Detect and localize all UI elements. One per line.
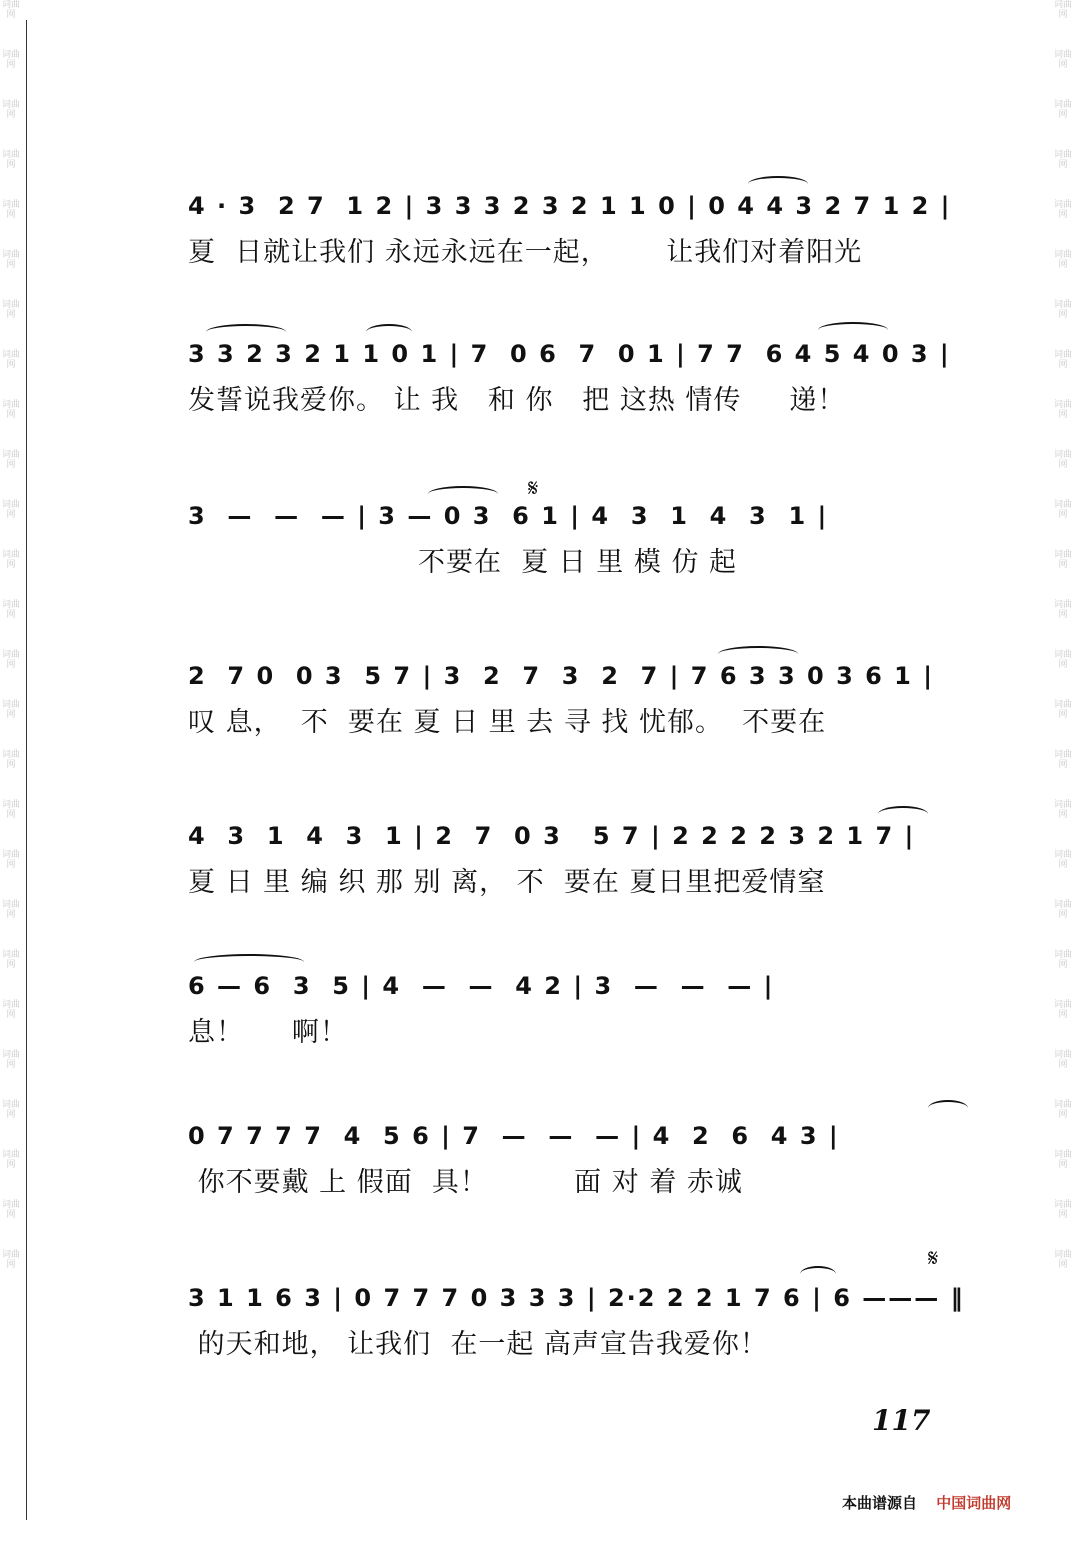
slur — [428, 486, 498, 502]
watermark-text: 词曲网 — [1054, 950, 1072, 970]
score-system-4 — [188, 640, 968, 740]
jianpu-notes: 0 7 7 7 7 4 5 6 | 7 — — — | 4 2 6 4 3 | — [188, 1122, 840, 1150]
watermark-text: 词曲网 — [1054, 700, 1072, 720]
score-system-5 — [188, 800, 968, 900]
watermark-text: 词曲网 — [1054, 800, 1072, 820]
watermark-text: 词曲网 — [2, 50, 20, 70]
jianpu-notes: 6 — 6 3 5 | 4 — — 4 2 | 3 — — — | — [188, 972, 775, 1000]
lyric-row: 叹 息， 不 要在 夏 日 里 去 寻 找 忧郁。 不要在 — [188, 707, 827, 738]
watermark-text: 词曲网 — [1054, 300, 1072, 320]
watermark-text: 词曲网 — [2, 650, 20, 670]
lyric-row: 不要在 夏 日 里 模 仿 起 — [188, 547, 738, 578]
slur — [366, 324, 412, 340]
slur — [206, 324, 286, 340]
lyric-row: 夏 日 里 编 织 那 别 离， 不 要在 夏日里把爱情窒 — [188, 867, 826, 898]
source-site: 中国词曲网 — [936, 1494, 1012, 1512]
slur — [928, 1100, 968, 1116]
watermark-text: 词曲网 — [1054, 850, 1072, 870]
watermark-text: 词曲网 — [2, 1200, 20, 1220]
score-system-8 — [188, 1244, 968, 1362]
notation-row — [188, 950, 968, 1010]
jianpu-notes: 4 · 3 2 7 1 2 | 3 3 3 2 3 2 1 1 0 | 0 4 4 3 2 7 1 2 | — [188, 192, 952, 220]
notation-row — [188, 170, 968, 230]
slur — [818, 322, 888, 338]
notation-row — [188, 800, 968, 860]
watermark-text: 词曲网 — [1054, 1050, 1072, 1070]
slur — [878, 806, 928, 822]
watermark-text: 词曲网 — [2, 1050, 20, 1070]
source-label: 本曲谱源自 — [842, 1494, 918, 1512]
watermark-text: 词曲网 — [2, 450, 20, 470]
watermark-text: 词曲网 — [2, 750, 20, 770]
score-system-3 — [188, 474, 968, 580]
jianpu-notes: 4 3 1 4 3 1 | 2 7 0 3 5 7 | 2 2 2 2 3 2 1 7 | — [188, 822, 916, 850]
score-system-1 — [188, 170, 968, 270]
watermark-text: 词曲网 — [2, 1250, 20, 1270]
watermark-text: 词曲网 — [2, 300, 20, 320]
watermark-text: 词曲网 — [2, 150, 20, 170]
left-watermark-strip — [2, 0, 20, 1541]
watermark-text: 词曲网 — [1054, 1100, 1072, 1120]
jianpu-notes: 3 — — — | 3 — 0 3 6 1 | 4 3 1 4 3 1 | — [188, 502, 829, 530]
jianpu-notes: 2 7 0 0 3 5 7 | 3 2 7 3 2 7 | 7 6 3 3 0 3 6 1 | — [188, 662, 934, 690]
lyric-row: 夏 日就让我们 永远永远在一起， 让我们对着阳光 — [188, 237, 863, 268]
slur — [718, 646, 798, 662]
right-watermark-strip — [1054, 0, 1072, 1541]
watermark-text: 词曲网 — [2, 900, 20, 920]
notation-row — [188, 318, 968, 378]
segno-sign: 𝄋 — [928, 1244, 939, 1272]
watermark-text: 词曲网 — [2, 600, 20, 620]
watermark-text: 词曲网 — [1054, 400, 1072, 420]
watermark-text: 词曲网 — [2, 850, 20, 870]
jianpu-notes: 3 1 1 6 3 | 0 7 7 7 0 3 3 3 | 2·2 2 2 1 7 6 | 6 ——— ‖ — [188, 1284, 965, 1312]
watermark-text: 词曲网 — [1054, 1000, 1072, 1020]
jianpu-notes: 3 3 2 3 2 1 1 0 1 | 7 0 6 7 0 1 | 7 7 6 4 5 4 0 3 | — [188, 340, 951, 368]
page-margin-rule — [26, 20, 27, 1520]
slur — [800, 1266, 836, 1282]
watermark-text: 词曲网 — [1054, 1250, 1072, 1270]
watermark-text: 词曲网 — [1054, 1200, 1072, 1220]
watermark-text: 词曲网 — [2, 1100, 20, 1120]
watermark-text: 词曲网 — [2, 950, 20, 970]
watermark-text: 词曲网 — [2, 800, 20, 820]
watermark-text: 词曲网 — [1054, 50, 1072, 70]
source-credit — [842, 1492, 1011, 1513]
watermark-text: 词曲网 — [2, 350, 20, 370]
watermark-text: 词曲网 — [1054, 600, 1072, 620]
notation-row — [188, 1244, 968, 1322]
watermark-text: 词曲网 — [1054, 150, 1072, 170]
score-system-6 — [188, 950, 968, 1050]
watermark-text: 词曲网 — [2, 400, 20, 420]
page-number: 117 — [872, 1404, 931, 1437]
watermark-text: 词曲网 — [2, 500, 20, 520]
watermark-text: 词曲网 — [1054, 900, 1072, 920]
lyric-row: 你不要戴 上 假面 具！ 面 对 着 赤诚 — [188, 1167, 743, 1198]
watermark-text: 词曲网 — [2, 200, 20, 220]
watermark-text: 词曲网 — [2, 700, 20, 720]
watermark-text: 词曲网 — [1054, 0, 1072, 20]
watermark-text: 词曲网 — [2, 1150, 20, 1170]
watermark-text: 词曲网 — [1054, 1150, 1072, 1170]
watermark-text: 词曲网 — [1054, 250, 1072, 270]
lyric-row: 的天和地， 让我们 在一起 高声宣告我爱你！ — [188, 1329, 768, 1360]
watermark-text: 词曲网 — [2, 100, 20, 120]
slur — [748, 176, 808, 192]
notation-row — [188, 474, 968, 540]
watermark-text: 词曲网 — [2, 550, 20, 570]
watermark-text: 词曲网 — [1054, 350, 1072, 370]
watermark-text: 词曲网 — [1054, 650, 1072, 670]
lyric-row: 息！ 啊！ — [188, 1017, 348, 1048]
watermark-text: 词曲网 — [1054, 200, 1072, 220]
notation-row — [188, 640, 968, 700]
watermark-text: 词曲网 — [1054, 450, 1072, 470]
watermark-text: 词曲网 — [1054, 500, 1072, 520]
score-system-7 — [188, 1100, 968, 1200]
segno-sign: 𝄋 — [528, 474, 539, 502]
watermark-text: 词曲网 — [1054, 750, 1072, 770]
notation-row — [188, 1100, 968, 1160]
slur — [194, 954, 304, 970]
watermark-text: 词曲网 — [1054, 550, 1072, 570]
watermark-text: 词曲网 — [2, 0, 20, 20]
watermark-text: 词曲网 — [2, 1000, 20, 1020]
watermark-text: 词曲网 — [1054, 100, 1072, 120]
score-system-2 — [188, 318, 968, 418]
watermark-text: 词曲网 — [2, 250, 20, 270]
lyric-row: 发誓说我爱你。 让 我 和 你 把 这热 情传 递！ — [188, 385, 846, 416]
